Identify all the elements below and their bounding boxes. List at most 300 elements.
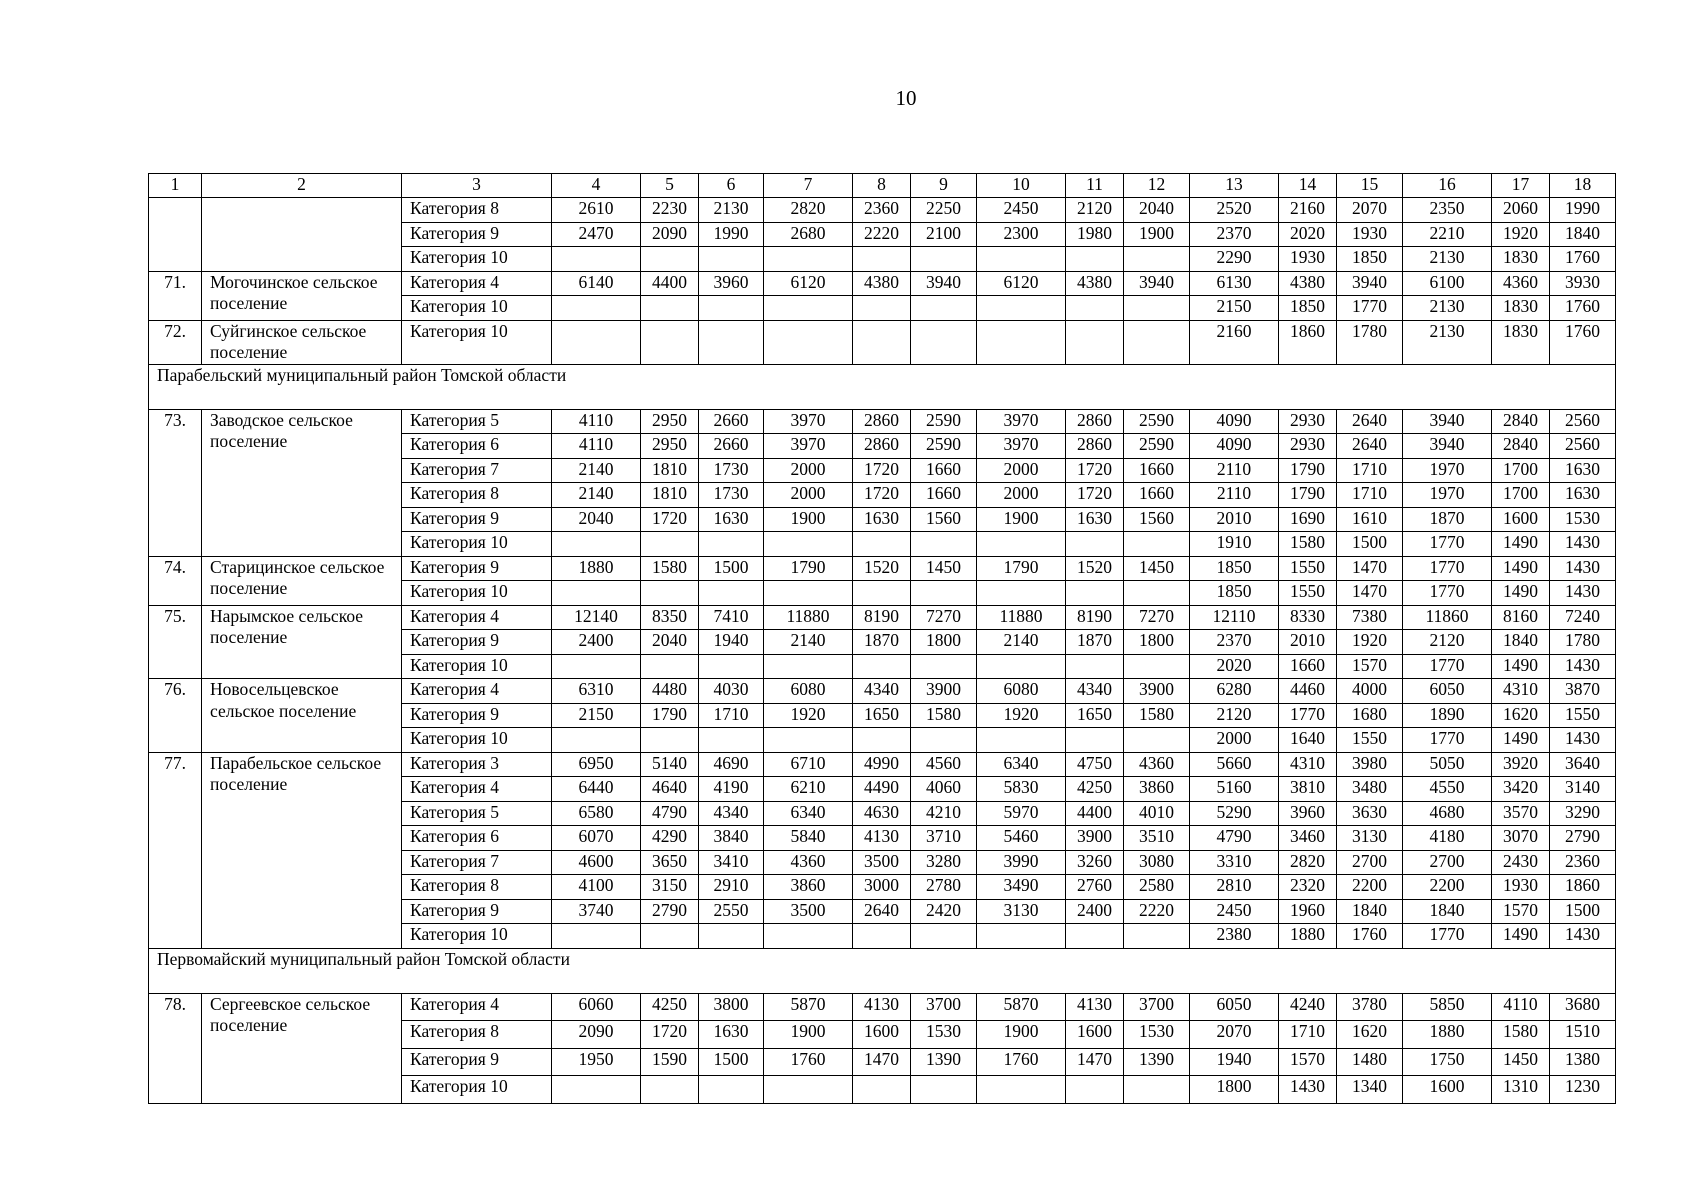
value-cell: 2820 xyxy=(1279,850,1337,875)
value-cell xyxy=(641,532,699,557)
value-cell: 1760 xyxy=(1550,247,1616,272)
value-cell: 5870 xyxy=(764,993,853,1021)
value-cell xyxy=(699,1076,764,1104)
value-cell: 1860 xyxy=(1550,875,1616,900)
value-cell: 4990 xyxy=(853,752,911,777)
value-cell: 1810 xyxy=(641,458,699,483)
row-number: 73. xyxy=(149,409,202,556)
value-cell: 3290 xyxy=(1550,801,1616,826)
value-cell: 2950 xyxy=(641,434,699,459)
category-label: Категория 8 xyxy=(402,198,552,223)
value-cell: 4680 xyxy=(1403,801,1492,826)
value-cell xyxy=(977,532,1066,557)
value-cell: 1720 xyxy=(641,507,699,532)
value-cell: 6310 xyxy=(552,679,641,704)
value-cell: 4340 xyxy=(1066,679,1124,704)
value-cell: 1600 xyxy=(853,1021,911,1049)
value-cell: 1800 xyxy=(1190,1076,1279,1104)
value-cell: 2520 xyxy=(1190,198,1279,223)
value-cell: 1490 xyxy=(1492,581,1550,606)
value-cell: 3680 xyxy=(1550,993,1616,1021)
value-cell: 3740 xyxy=(552,899,641,924)
value-cell: 1630 xyxy=(853,507,911,532)
value-cell xyxy=(699,296,764,321)
value-cell: 3410 xyxy=(699,850,764,875)
value-cell: 4380 xyxy=(853,271,911,296)
value-cell: 3710 xyxy=(911,826,977,851)
category-label: Категория 4 xyxy=(402,271,552,296)
value-cell: 1630 xyxy=(1550,458,1616,483)
settlement-name: Нарымское сельское поселение xyxy=(202,605,402,679)
value-cell: 1920 xyxy=(977,703,1066,728)
category-label: Категория 10 xyxy=(402,247,552,272)
value-cell: 2060 xyxy=(1492,198,1550,223)
value-cell: 1790 xyxy=(977,556,1066,581)
value-cell: 2930 xyxy=(1279,434,1337,459)
column-header: 4 xyxy=(552,174,641,198)
value-cell xyxy=(764,532,853,557)
row-number: 77. xyxy=(149,752,202,948)
value-cell: 1490 xyxy=(1492,556,1550,581)
value-cell: 2040 xyxy=(1124,198,1190,223)
value-cell xyxy=(977,728,1066,753)
value-cell: 1850 xyxy=(1190,556,1279,581)
column-header: 9 xyxy=(911,174,977,198)
value-cell: 2590 xyxy=(1124,434,1190,459)
value-cell: 3140 xyxy=(1550,777,1616,802)
value-cell: 4110 xyxy=(552,409,641,434)
value-cell: 6580 xyxy=(552,801,641,826)
column-header: 6 xyxy=(699,174,764,198)
value-cell: 1620 xyxy=(1492,703,1550,728)
page-number: 10 xyxy=(895,86,917,110)
value-cell: 1970 xyxy=(1403,458,1492,483)
value-cell: 1490 xyxy=(1492,924,1550,949)
value-cell: 1310 xyxy=(1492,1076,1550,1104)
value-cell: 1960 xyxy=(1279,899,1337,924)
value-cell xyxy=(552,581,641,606)
value-cell: 1470 xyxy=(853,1048,911,1076)
value-cell: 4380 xyxy=(1279,271,1337,296)
value-cell: 4090 xyxy=(1190,409,1279,434)
value-cell: 2140 xyxy=(977,630,1066,655)
value-cell xyxy=(641,247,699,272)
district-title: Парабельский муниципальный район Томской области xyxy=(149,364,1616,409)
value-cell: 1660 xyxy=(911,483,977,508)
value-cell xyxy=(699,320,764,364)
value-cell xyxy=(1066,296,1124,321)
value-cell: 2910 xyxy=(699,875,764,900)
value-cell: 3860 xyxy=(764,875,853,900)
value-cell: 1780 xyxy=(1337,320,1403,364)
value-cell: 8190 xyxy=(1066,605,1124,630)
value-cell: 2140 xyxy=(552,458,641,483)
value-cell: 1750 xyxy=(1403,1048,1492,1076)
table-row xyxy=(149,556,1616,581)
value-cell: 1770 xyxy=(1403,924,1492,949)
value-cell: 4240 xyxy=(1279,993,1337,1021)
value-cell: 3800 xyxy=(699,993,764,1021)
value-cell: 2320 xyxy=(1279,875,1337,900)
value-cell: 3630 xyxy=(1337,801,1403,826)
category-label: Категория 9 xyxy=(402,899,552,924)
value-cell: 2020 xyxy=(1190,654,1279,679)
value-cell: 2110 xyxy=(1190,458,1279,483)
value-cell: 2120 xyxy=(1403,630,1492,655)
value-cell: 1650 xyxy=(853,703,911,728)
value-cell: 5830 xyxy=(977,777,1066,802)
value-cell: 8160 xyxy=(1492,605,1550,630)
value-cell: 6050 xyxy=(1403,679,1492,704)
value-cell: 5660 xyxy=(1190,752,1279,777)
value-cell: 3870 xyxy=(1550,679,1616,704)
value-cell: 1830 xyxy=(1492,296,1550,321)
value-cell xyxy=(1124,581,1190,606)
value-cell: 1730 xyxy=(699,483,764,508)
value-cell: 1500 xyxy=(1337,532,1403,557)
value-cell: 6050 xyxy=(1190,993,1279,1021)
value-cell: 1650 xyxy=(1066,703,1124,728)
value-cell: 6950 xyxy=(552,752,641,777)
settlement-name: Старицинское сельское поселение xyxy=(202,556,402,605)
value-cell: 8330 xyxy=(1279,605,1337,630)
value-cell: 4030 xyxy=(699,679,764,704)
value-cell: 3460 xyxy=(1279,826,1337,851)
value-cell: 1800 xyxy=(1124,630,1190,655)
value-cell: 2000 xyxy=(764,458,853,483)
value-cell xyxy=(853,296,911,321)
value-cell: 1640 xyxy=(1279,728,1337,753)
value-cell: 2090 xyxy=(552,1021,641,1049)
value-cell: 2130 xyxy=(699,198,764,223)
value-cell: 1490 xyxy=(1492,654,1550,679)
value-cell: 1580 xyxy=(911,703,977,728)
value-cell: 4130 xyxy=(853,826,911,851)
value-cell: 1430 xyxy=(1550,654,1616,679)
value-cell: 4790 xyxy=(641,801,699,826)
value-cell: 1710 xyxy=(1279,1021,1337,1049)
value-cell: 1880 xyxy=(552,556,641,581)
value-cell: 3940 xyxy=(1337,271,1403,296)
value-cell: 1720 xyxy=(853,483,911,508)
value-cell: 2230 xyxy=(641,198,699,223)
column-header: 18 xyxy=(1550,174,1616,198)
value-cell: 1590 xyxy=(641,1048,699,1076)
value-cell: 1850 xyxy=(1190,581,1279,606)
category-label: Категория 5 xyxy=(402,801,552,826)
value-cell: 1790 xyxy=(764,556,853,581)
column-header: 8 xyxy=(853,174,911,198)
value-cell: 6210 xyxy=(764,777,853,802)
value-cell: 4210 xyxy=(911,801,977,826)
category-label: Категория 7 xyxy=(402,458,552,483)
value-cell: 2210 xyxy=(1403,222,1492,247)
category-label: Категория 9 xyxy=(402,507,552,532)
value-cell: 7270 xyxy=(911,605,977,630)
value-cell: 4480 xyxy=(641,679,699,704)
value-cell: 2450 xyxy=(977,198,1066,223)
value-cell: 6340 xyxy=(764,801,853,826)
value-cell: 1430 xyxy=(1550,581,1616,606)
category-label: Категория 10 xyxy=(402,320,552,364)
value-cell xyxy=(641,320,699,364)
value-cell: 2000 xyxy=(764,483,853,508)
value-cell: 2370 xyxy=(1190,630,1279,655)
value-cell: 2350 xyxy=(1403,198,1492,223)
value-cell: 2380 xyxy=(1190,924,1279,949)
value-cell: 4340 xyxy=(853,679,911,704)
value-cell: 2760 xyxy=(1066,875,1124,900)
value-cell: 1580 xyxy=(641,556,699,581)
category-label: Категория 10 xyxy=(402,924,552,949)
value-cell xyxy=(764,728,853,753)
value-cell: 1430 xyxy=(1550,728,1616,753)
value-cell: 1710 xyxy=(699,703,764,728)
value-cell xyxy=(853,532,911,557)
column-header: 15 xyxy=(1337,174,1403,198)
value-cell: 1550 xyxy=(1337,728,1403,753)
category-label: Категория 10 xyxy=(402,728,552,753)
value-cell: 1770 xyxy=(1403,532,1492,557)
value-cell: 1510 xyxy=(1550,1021,1616,1049)
value-cell xyxy=(552,320,641,364)
value-cell: 1600 xyxy=(1492,507,1550,532)
district-row xyxy=(149,948,1616,993)
value-cell xyxy=(977,924,1066,949)
value-cell: 3940 xyxy=(911,271,977,296)
value-cell: 3000 xyxy=(853,875,911,900)
settlement-name: Суйгинское сельское поселение xyxy=(202,320,402,364)
category-label: Категория 3 xyxy=(402,752,552,777)
value-cell: 1770 xyxy=(1403,728,1492,753)
category-label: Категория 6 xyxy=(402,826,552,851)
value-cell: 1760 xyxy=(977,1048,1066,1076)
value-cell: 2220 xyxy=(853,222,911,247)
value-cell: 1530 xyxy=(911,1021,977,1049)
value-cell: 4360 xyxy=(1124,752,1190,777)
value-cell: 2160 xyxy=(1190,320,1279,364)
value-cell: 5160 xyxy=(1190,777,1279,802)
value-cell xyxy=(911,924,977,949)
value-cell: 2110 xyxy=(1190,483,1279,508)
value-cell: 3130 xyxy=(977,899,1066,924)
value-cell: 1390 xyxy=(911,1048,977,1076)
value-cell: 4380 xyxy=(1066,271,1124,296)
value-cell: 4000 xyxy=(1337,679,1403,704)
value-cell: 2000 xyxy=(1190,728,1279,753)
value-cell: 3500 xyxy=(853,850,911,875)
value-cell xyxy=(1066,320,1124,364)
value-cell: 2000 xyxy=(977,483,1066,508)
value-cell: 1720 xyxy=(641,1021,699,1049)
value-cell: 2930 xyxy=(1279,409,1337,434)
value-cell: 4130 xyxy=(853,993,911,1021)
value-cell: 2860 xyxy=(1066,409,1124,434)
value-cell: 6070 xyxy=(552,826,641,851)
row-number xyxy=(149,198,202,272)
value-cell xyxy=(853,654,911,679)
value-cell: 6140 xyxy=(552,271,641,296)
value-cell: 1230 xyxy=(1550,1076,1616,1104)
value-cell: 1870 xyxy=(853,630,911,655)
value-cell xyxy=(764,581,853,606)
column-header: 11 xyxy=(1066,174,1124,198)
value-cell: 2400 xyxy=(1066,899,1124,924)
value-cell: 1920 xyxy=(1337,630,1403,655)
value-cell: 3150 xyxy=(641,875,699,900)
value-cell: 4560 xyxy=(911,752,977,777)
value-cell: 2040 xyxy=(552,507,641,532)
value-cell: 1790 xyxy=(641,703,699,728)
value-cell: 2550 xyxy=(699,899,764,924)
column-header: 3 xyxy=(402,174,552,198)
value-cell: 1760 xyxy=(1337,924,1403,949)
value-cell: 3310 xyxy=(1190,850,1279,875)
value-cell: 5460 xyxy=(977,826,1066,851)
value-cell: 1630 xyxy=(699,1021,764,1049)
value-cell: 1600 xyxy=(1066,1021,1124,1049)
district-row xyxy=(149,364,1616,409)
value-cell: 1490 xyxy=(1492,728,1550,753)
value-cell: 1990 xyxy=(699,222,764,247)
value-cell xyxy=(699,247,764,272)
table-row xyxy=(149,752,1616,777)
value-cell: 2680 xyxy=(764,222,853,247)
value-cell: 1900 xyxy=(977,507,1066,532)
category-label: Категория 9 xyxy=(402,630,552,655)
value-cell: 2120 xyxy=(1190,703,1279,728)
value-cell: 1660 xyxy=(1124,458,1190,483)
value-cell: 1570 xyxy=(1337,654,1403,679)
value-cell: 3970 xyxy=(764,409,853,434)
value-cell xyxy=(1124,320,1190,364)
value-cell xyxy=(977,247,1066,272)
value-cell: 2860 xyxy=(853,409,911,434)
value-cell: 2840 xyxy=(1492,434,1550,459)
value-cell: 3080 xyxy=(1124,850,1190,875)
value-cell: 1680 xyxy=(1337,703,1403,728)
row-number: 72. xyxy=(149,320,202,364)
value-cell xyxy=(552,296,641,321)
value-cell xyxy=(641,924,699,949)
value-cell: 1710 xyxy=(1337,458,1403,483)
category-label: Категория 10 xyxy=(402,532,552,557)
value-cell: 2470 xyxy=(552,222,641,247)
value-cell xyxy=(699,728,764,753)
value-cell: 1550 xyxy=(1550,703,1616,728)
header-row xyxy=(149,174,1616,198)
value-cell: 1840 xyxy=(1492,630,1550,655)
value-cell: 2150 xyxy=(1190,296,1279,321)
value-cell: 3490 xyxy=(977,875,1066,900)
value-cell xyxy=(1124,247,1190,272)
value-cell: 2700 xyxy=(1403,850,1492,875)
value-cell: 1470 xyxy=(1066,1048,1124,1076)
value-cell: 1900 xyxy=(977,1021,1066,1049)
table-row xyxy=(149,320,1616,364)
value-cell: 11880 xyxy=(977,605,1066,630)
value-cell: 3500 xyxy=(764,899,853,924)
value-cell: 2200 xyxy=(1403,875,1492,900)
value-cell: 4340 xyxy=(699,801,764,826)
value-cell: 1630 xyxy=(1066,507,1124,532)
value-cell: 12110 xyxy=(1190,605,1279,630)
value-cell: 1810 xyxy=(641,483,699,508)
value-cell xyxy=(1066,924,1124,949)
value-cell xyxy=(1124,924,1190,949)
value-cell: 2090 xyxy=(641,222,699,247)
value-cell: 2590 xyxy=(911,409,977,434)
value-cell: 1520 xyxy=(1066,556,1124,581)
value-cell: 1930 xyxy=(1492,875,1550,900)
value-cell: 1770 xyxy=(1279,703,1337,728)
value-cell: 3980 xyxy=(1337,752,1403,777)
value-cell xyxy=(699,581,764,606)
value-cell: 2590 xyxy=(1124,409,1190,434)
value-cell: 1880 xyxy=(1403,1021,1492,1049)
value-cell: 5850 xyxy=(1403,993,1492,1021)
value-cell: 1530 xyxy=(1124,1021,1190,1049)
value-cell: 1990 xyxy=(1550,198,1616,223)
value-cell: 3940 xyxy=(1124,271,1190,296)
value-cell: 1770 xyxy=(1403,581,1492,606)
value-cell: 1840 xyxy=(1403,899,1492,924)
value-cell: 8350 xyxy=(641,605,699,630)
table-row xyxy=(149,605,1616,630)
value-cell: 2120 xyxy=(1066,198,1124,223)
value-cell: 1690 xyxy=(1279,507,1337,532)
value-cell: 4310 xyxy=(1492,679,1550,704)
value-cell: 11880 xyxy=(764,605,853,630)
value-cell: 2100 xyxy=(911,222,977,247)
value-cell: 4600 xyxy=(552,850,641,875)
category-label: Категория 4 xyxy=(402,605,552,630)
value-cell: 1830 xyxy=(1492,247,1550,272)
value-cell: 2130 xyxy=(1403,296,1492,321)
value-cell: 2860 xyxy=(853,434,911,459)
value-cell xyxy=(641,1076,699,1104)
value-cell: 4180 xyxy=(1403,826,1492,851)
value-cell: 1450 xyxy=(911,556,977,581)
column-header: 2 xyxy=(202,174,402,198)
value-cell xyxy=(641,654,699,679)
value-cell: 3650 xyxy=(641,850,699,875)
value-cell: 1500 xyxy=(699,1048,764,1076)
value-cell xyxy=(911,1076,977,1104)
value-cell: 5870 xyxy=(977,993,1066,1021)
value-cell: 2290 xyxy=(1190,247,1279,272)
value-cell: 1760 xyxy=(764,1048,853,1076)
value-cell: 2810 xyxy=(1190,875,1279,900)
value-cell: 4010 xyxy=(1124,801,1190,826)
value-cell: 3420 xyxy=(1492,777,1550,802)
value-cell: 2450 xyxy=(1190,899,1279,924)
settlement-name xyxy=(202,198,402,272)
value-cell: 1760 xyxy=(1550,320,1616,364)
value-cell: 1840 xyxy=(1550,222,1616,247)
column-header: 12 xyxy=(1124,174,1190,198)
value-cell: 1430 xyxy=(1550,532,1616,557)
value-cell: 4640 xyxy=(641,777,699,802)
value-cell: 2140 xyxy=(552,483,641,508)
value-cell: 1490 xyxy=(1492,532,1550,557)
value-cell: 1550 xyxy=(1279,556,1337,581)
value-cell xyxy=(1124,654,1190,679)
value-cell: 1980 xyxy=(1066,222,1124,247)
category-label: Категория 9 xyxy=(402,703,552,728)
value-cell: 1630 xyxy=(699,507,764,532)
value-cell xyxy=(911,532,977,557)
